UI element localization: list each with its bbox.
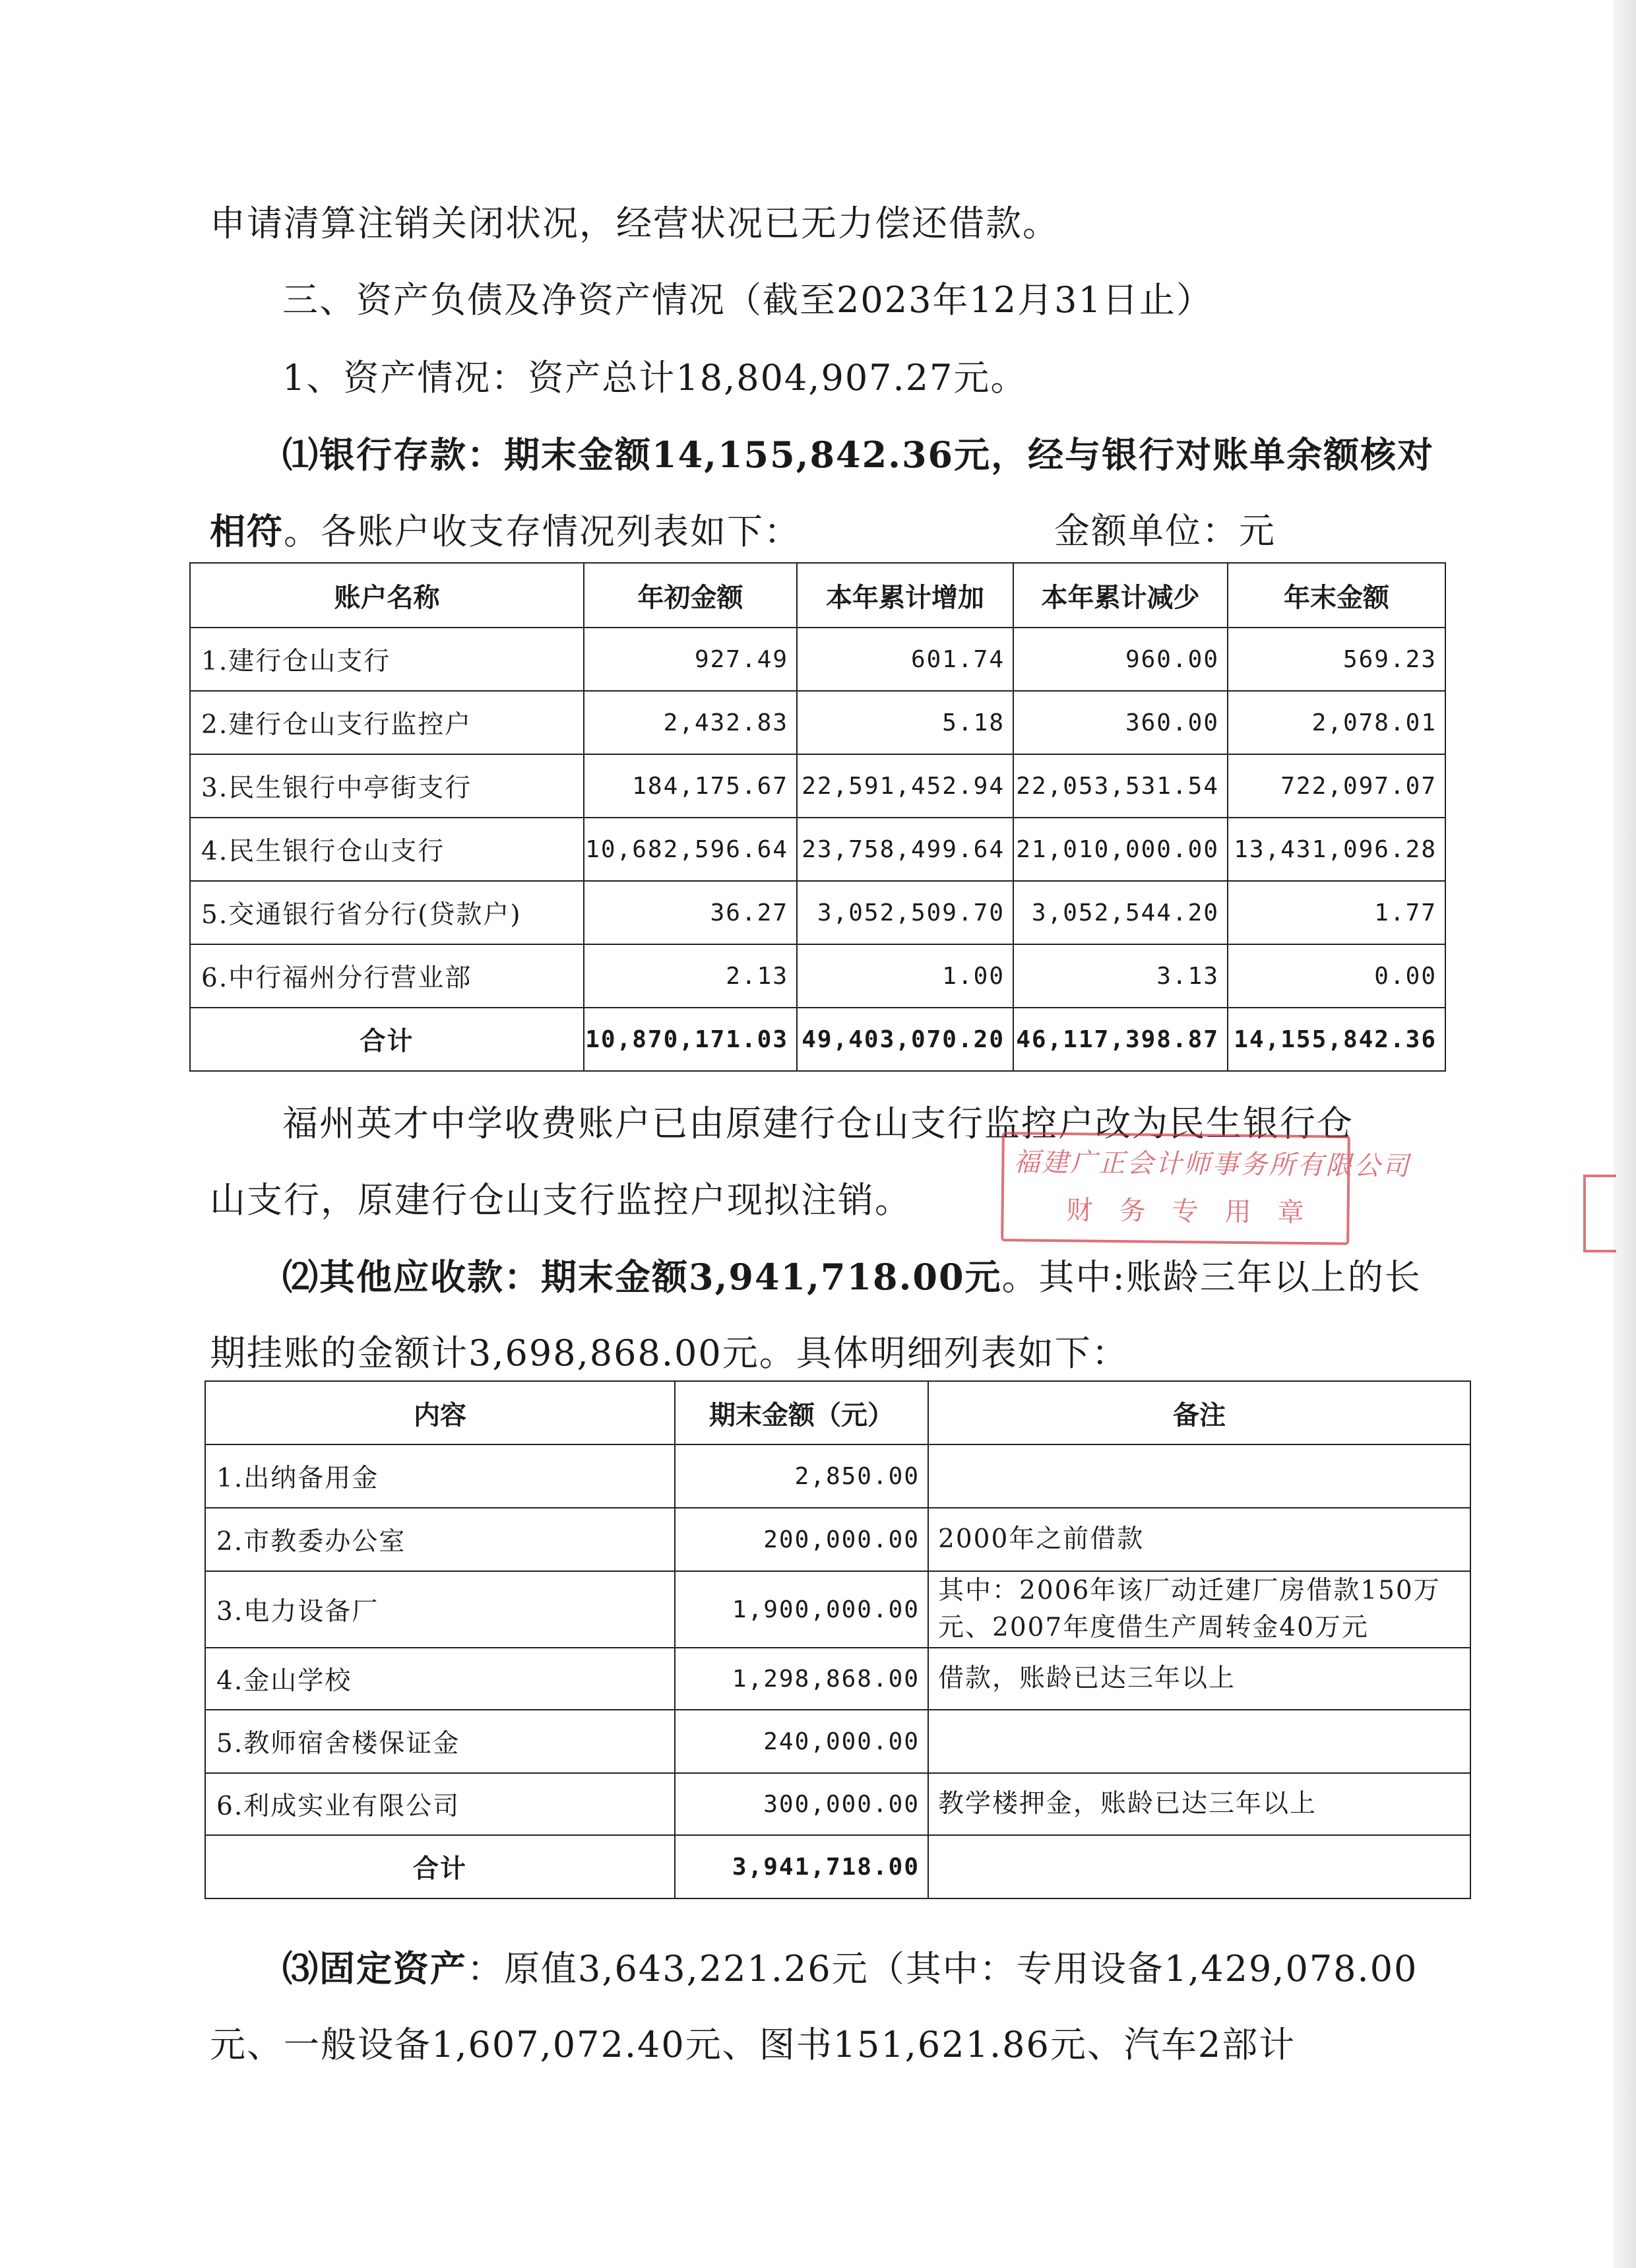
total-label-cell: 合计: [190, 1008, 584, 1071]
amount-cell: 23,758,499.64: [797, 818, 1013, 881]
table-row: [205, 1444, 1470, 1508]
partial-seal-edge: [1583, 1175, 1616, 1252]
amount-cell: 2,078.01: [1228, 691, 1445, 754]
column-header: 备注: [928, 1381, 1470, 1444]
bold-text: ⑵其他应收款：期末金额3,941,718.00元: [282, 1256, 1002, 1298]
table-row: [205, 1571, 1470, 1648]
column-header: 内容: [205, 1381, 675, 1444]
table-row: [190, 881, 1445, 944]
table-row: [190, 944, 1445, 1008]
paragraph-line: 福州英才中学收费账户已由原建行仓山支行监控户改为民生银行仓: [282, 1103, 1354, 1144]
table-row: [205, 1773, 1470, 1835]
amount-cell: 960.00: [1013, 628, 1228, 691]
table-row: [205, 1648, 1470, 1710]
amount-cell: 13,431,096.28: [1228, 818, 1445, 881]
total-amount-cell: 14,155,842.36: [1228, 1008, 1445, 1071]
plain-text: ：原值3,643,221.26元（其中：专用设备1,429,078.00: [467, 1948, 1418, 1990]
amount-cell: 3,052,509.70: [797, 881, 1013, 944]
amount-cell: 1.77: [1228, 881, 1445, 944]
amount-cell: 3.13: [1013, 944, 1228, 1008]
column-header: 本年累计增加: [797, 563, 1013, 628]
account-name-cell: 2.建行仓山支行监控户: [190, 691, 584, 754]
amount-cell: 300,000.00: [675, 1773, 928, 1835]
amount-cell: 601.74: [797, 628, 1013, 691]
remark-cell: 教学楼押金，账龄已达三年以上: [928, 1773, 1470, 1835]
account-name-cell: 6.中行福州分行营业部: [190, 944, 584, 1008]
amount-cell: 0.00: [1228, 944, 1445, 1008]
table-total-row: [205, 1835, 1470, 1898]
amount-cell: 200,000.00: [675, 1508, 928, 1571]
amount-cell: 22,591,452.94: [797, 754, 1013, 818]
stamp-line1: 福建广正会计师事务所有限公司: [1013, 1147, 1411, 1182]
amount-cell: 21,010,000.00: [1013, 818, 1228, 881]
amount-cell: 569.23: [1228, 628, 1445, 691]
total-label-cell: 合计: [205, 1835, 675, 1898]
table-row: [190, 818, 1445, 881]
table-header-row: [205, 1381, 1470, 1444]
item-content-cell: 3.电力设备厂: [205, 1571, 675, 1648]
amount-cell: 5.18: [797, 691, 1013, 754]
amount-cell: 1,900,000.00: [675, 1571, 928, 1648]
amount-cell: 2,432.83: [584, 691, 797, 754]
account-name-cell: 1.建行仓山支行: [190, 628, 584, 691]
amount-cell: 240,000.00: [675, 1710, 928, 1773]
bank-deposit-table: [189, 562, 1446, 1072]
plain-text: 。各账户收支存情况列表如下：: [284, 511, 801, 552]
account-name-cell: 4.民生银行仓山支行: [190, 818, 584, 881]
paragraph-line: 期挂账的金额计3,698,868.00元。具体明细列表如下：: [210, 1332, 1129, 1374]
paragraph-line: ⑴银行存款：期末金额14,155,842.36元，经与银行对账单余额核对: [282, 434, 1435, 476]
total-amount-cell: 10,870,171.03: [584, 1008, 797, 1071]
stamp-line2: 财务专用章: [1066, 1195, 1331, 1229]
table-row: [190, 691, 1445, 754]
item-content-cell: 6.利成实业有限公司: [205, 1773, 675, 1835]
column-header: 年初金额: [584, 563, 797, 628]
remark-cell: 2000年之前借款: [928, 1508, 1470, 1571]
account-name-cell: 5.交通银行省分行(贷款户): [190, 881, 584, 944]
paragraph-line: 申请清算注销关闭状况，经营状况已无力偿还借款。: [210, 203, 1059, 244]
total-amount-cell: 49,403,070.20: [797, 1008, 1013, 1071]
table-row: [205, 1508, 1470, 1571]
bold-text: ⑶固定资产: [282, 1947, 467, 1990]
amount-cell: 360.00: [1013, 691, 1228, 754]
table-total-row: [190, 1008, 1445, 1071]
section-heading: 三、资产负债及净资产情况（截至2023年12月31日止）: [282, 279, 1213, 321]
paragraph-line: 元、一般设备1,607,072.40元、图书151,621.86元、汽车2部计: [210, 2024, 1296, 2065]
total-amount-cell: 46,117,398.87: [1013, 1008, 1228, 1071]
table-row: [190, 628, 1445, 691]
account-name-cell: 3.民生银行中亭街支行: [190, 754, 584, 818]
amount-cell: 2.13: [584, 944, 797, 1008]
column-header: 期末金额（元）: [675, 1381, 928, 1444]
item-content-cell: 2.市教委办公室: [205, 1508, 675, 1571]
remark-cell: 借款，账龄已达三年以上: [928, 1648, 1470, 1710]
table-header-row: [190, 563, 1445, 628]
amount-cell: 2,850.00: [675, 1444, 928, 1508]
paragraph-line: [282, 1945, 1418, 1992]
item-content-cell: 5.教师宿舍楼保证金: [205, 1710, 675, 1773]
item-content-cell: 4.金山学校: [205, 1648, 675, 1710]
amount-cell: 10,682,596.64: [584, 818, 797, 881]
column-header: 账户名称: [190, 563, 584, 628]
amount-cell: 927.49: [584, 628, 797, 691]
plain-text: 。其中:账龄三年以上的长: [1001, 1256, 1422, 1298]
finance-seal-stamp: [1001, 1132, 1411, 1245]
table-row: [190, 754, 1445, 818]
remark-cell: 其中：2006年该厂动迁建厂房借款150万元、2007年度借生产周转金40万元: [928, 1571, 1470, 1648]
paragraph-line: [282, 1254, 1422, 1301]
bold-text: 相符: [210, 510, 284, 552]
amount-cell: 1,298,868.00: [675, 1648, 928, 1710]
total-amount-cell: 3,941,718.00: [675, 1835, 928, 1898]
paragraph-line: [210, 508, 801, 555]
amount-cell: 722,097.07: [1228, 754, 1445, 818]
column-header: 年末金额: [1228, 563, 1445, 628]
amount-cell: 184,175.67: [584, 754, 797, 818]
remark-cell: [928, 1710, 1470, 1773]
remark-cell: [928, 1835, 1470, 1898]
unit-label: 金额单位：元: [1054, 510, 1276, 552]
subsection-heading: 1、资产情况：资产总计18,804,907.27元。: [282, 357, 1028, 399]
page-edge-shadow: [1614, 0, 1636, 2268]
other-receivables-table: [204, 1380, 1471, 1899]
amount-cell: 36.27: [584, 881, 797, 944]
paragraph-line: 山支行，原建行仓山支行监控户现拟注销。: [210, 1179, 912, 1221]
amount-cell: 3,052,544.20: [1013, 881, 1228, 944]
table-row: [205, 1710, 1470, 1773]
remark-cell: [928, 1444, 1470, 1508]
column-header: 本年累计减少: [1013, 563, 1228, 628]
item-content-cell: 1.出纳备用金: [205, 1444, 675, 1508]
amount-cell: 1.00: [797, 944, 1013, 1008]
amount-cell: 22,053,531.54: [1013, 754, 1228, 818]
